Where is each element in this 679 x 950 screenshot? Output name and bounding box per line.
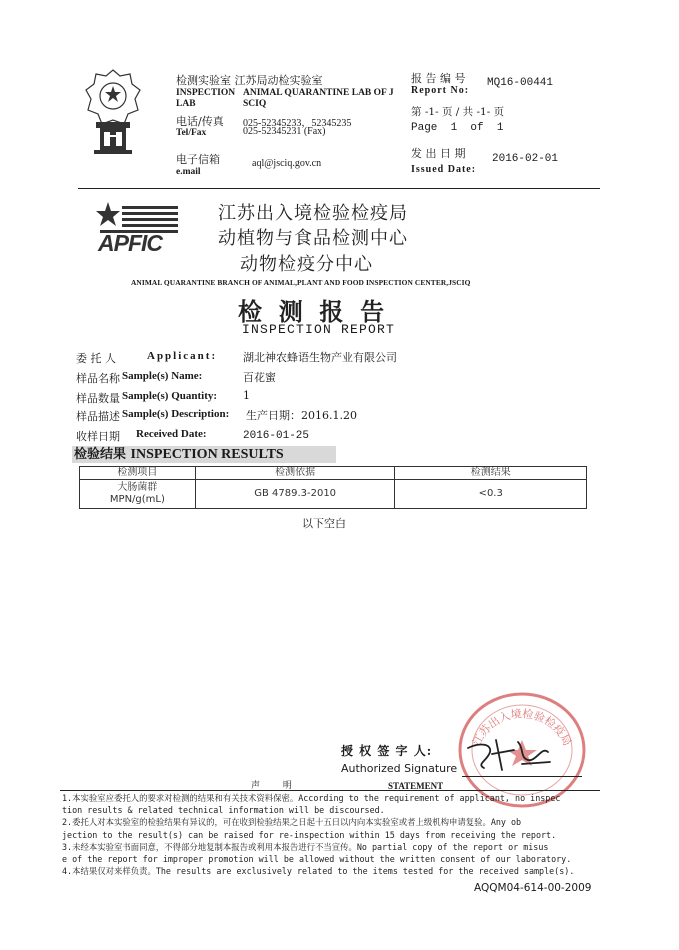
form-code: AQQM04-614-00-2009: [474, 882, 592, 894]
applicant-value: 湖北神农蜂语生物产业有限公司: [243, 351, 397, 364]
email-label-en: e.mail: [176, 167, 201, 177]
authorized-signer-label-cn: 授 权 签 字 人:: [341, 744, 433, 758]
report-no-label-en: Report No:: [411, 85, 470, 96]
description-value: 生产日期：2016.1.20: [246, 409, 357, 422]
inspection-label: INSPECTION: [176, 88, 236, 98]
tel-value-1: 025-52345233，52345235: [243, 118, 352, 129]
results-header-row: [80, 467, 587, 480]
test-result-cell: <0.3: [395, 480, 587, 509]
signature-line: [462, 776, 582, 777]
apfic-logo: [96, 200, 182, 256]
email-label-cn: 电子信箱: [176, 153, 220, 166]
applicant-label-cn: 委 托 人: [76, 352, 116, 365]
page-count-en: Page 1 of 1: [411, 122, 504, 134]
apfic-logo-text: APFIC: [98, 230, 162, 256]
column-header: 检测依据: [195, 467, 395, 480]
statement-line: tion results & related technical information will be discoursed.: [62, 805, 385, 816]
test-item-cell: [80, 480, 196, 509]
report-title-en: INSPECTION REPORT: [242, 322, 396, 337]
tel-label-en: Tel/Fax: [176, 128, 207, 138]
statement-line: e of the report for improper promotion will be allowed without the written consent of our laboratory.: [62, 854, 572, 865]
description-label-cn: 样品描述: [76, 410, 120, 423]
lab-name-en-line1: ANIMAL QUARANTINE LAB OF J: [243, 88, 394, 98]
org-name-line2: 动植物与食品检测中心: [218, 228, 408, 249]
statement-divider: [60, 790, 600, 791]
issued-date-label-en: Issued Date:: [411, 164, 477, 175]
statement-title-en: STATEMENT: [388, 781, 444, 791]
handwritten-signature: [462, 734, 554, 776]
applicant-label-en: Applicant:: [147, 350, 218, 362]
tel-label-cn: 电话/传真: [176, 115, 224, 128]
statement-line: 2.委托人对本实验室的检验结果有异议的，可在收到检验结果之日起十五日以内向本实验室或者上级机构申请复验。Any ob: [62, 817, 522, 828]
statement-line: 1.本实验室应委托人的要求对检测的结果和有关技术资料保密。According to the requirement of applicant, no inspec: [62, 793, 561, 803]
header-divider: [78, 188, 600, 189]
tel-value-2: 025-52345231 (Fax): [243, 126, 326, 137]
quantity-label-cn: 样品数量: [76, 392, 120, 405]
blank-below-note: 以下空白: [302, 517, 346, 530]
table-row: [80, 480, 587, 509]
national-emblem: [80, 66, 146, 156]
received-value: 2016-01-25: [243, 430, 310, 442]
org-name-line3: 动物检疫分中心: [240, 254, 373, 275]
org-name-line1: 江苏出入境检验检疫局: [218, 203, 408, 224]
received-label-cn: 收样日期: [76, 430, 120, 443]
statement-title-cn: 声 明: [251, 781, 292, 791]
received-label-en: Received Date:: [136, 428, 207, 440]
report-title-cn: 检 测 报 告: [238, 297, 385, 326]
column-header: 检测项目: [80, 467, 196, 480]
sample-name-label-cn: 样品名称: [76, 372, 120, 385]
quantity-value: 1: [243, 389, 250, 402]
sample-name-value: 百花蜜: [243, 371, 276, 384]
lab-name-cn: 检测实验室 江苏局动检实验室: [176, 74, 323, 87]
issued-date-label-cn: 发 出 日 期: [411, 147, 466, 160]
org-name-en: ANIMAL QUARANTINE BRANCH OF ANIMAL,PLANT AND FOOD INSPECTION CENTER,JSCIQ: [131, 278, 471, 287]
results-heading-cn: 检验结果: [74, 447, 127, 462]
test-item-unit: MPN/g(mL): [109, 494, 165, 505]
test-item-name: 大肠菌群: [117, 482, 158, 493]
statement-line: 4.本结果仅对来样负责。The results are exclusively related to the items tested for the received sample(s).: [62, 866, 575, 877]
authorized-signer-label-en: Authorized Signature: [341, 762, 458, 775]
report-no-value: MQ16-00441: [487, 77, 554, 89]
lab-name-en-line2: SCIQ: [243, 99, 267, 109]
test-basis-cell: GB 4789.3-2010: [195, 480, 395, 509]
email-value: aql@jsciq.gov.cn: [252, 158, 322, 169]
results-heading: [72, 446, 336, 463]
statement-line: 3.未经本实验室书面同意，不得部分地复制本报告或利用本报告进行不当宣传。No partial copy of the report or misus: [62, 841, 549, 852]
quantity-label-en: Sample(s) Quantity:: [122, 390, 218, 402]
page-count-cn: 第 -1- 页 / 共 -1- 页: [411, 106, 505, 118]
results-table: [79, 466, 587, 509]
sample-name-label-en: Sample(s) Name:: [122, 370, 203, 382]
description-label-en: Sample(s) Description:: [122, 408, 230, 420]
column-header: 检测结果: [395, 467, 587, 480]
statement-text: [62, 792, 574, 877]
stamp-text: 江苏出入境检验检疫局: [470, 707, 574, 749]
issued-date-value: 2016-02-01: [492, 153, 559, 165]
lab-label: LAB: [176, 99, 196, 109]
statement-line: jection to the result(s) can be raised for re-inspection within 15 days from receiving the report.: [62, 829, 557, 840]
results-heading-en: INSPECTION RESULTS: [130, 447, 284, 462]
report-no-label-cn: 报 告 编 号: [411, 72, 466, 85]
